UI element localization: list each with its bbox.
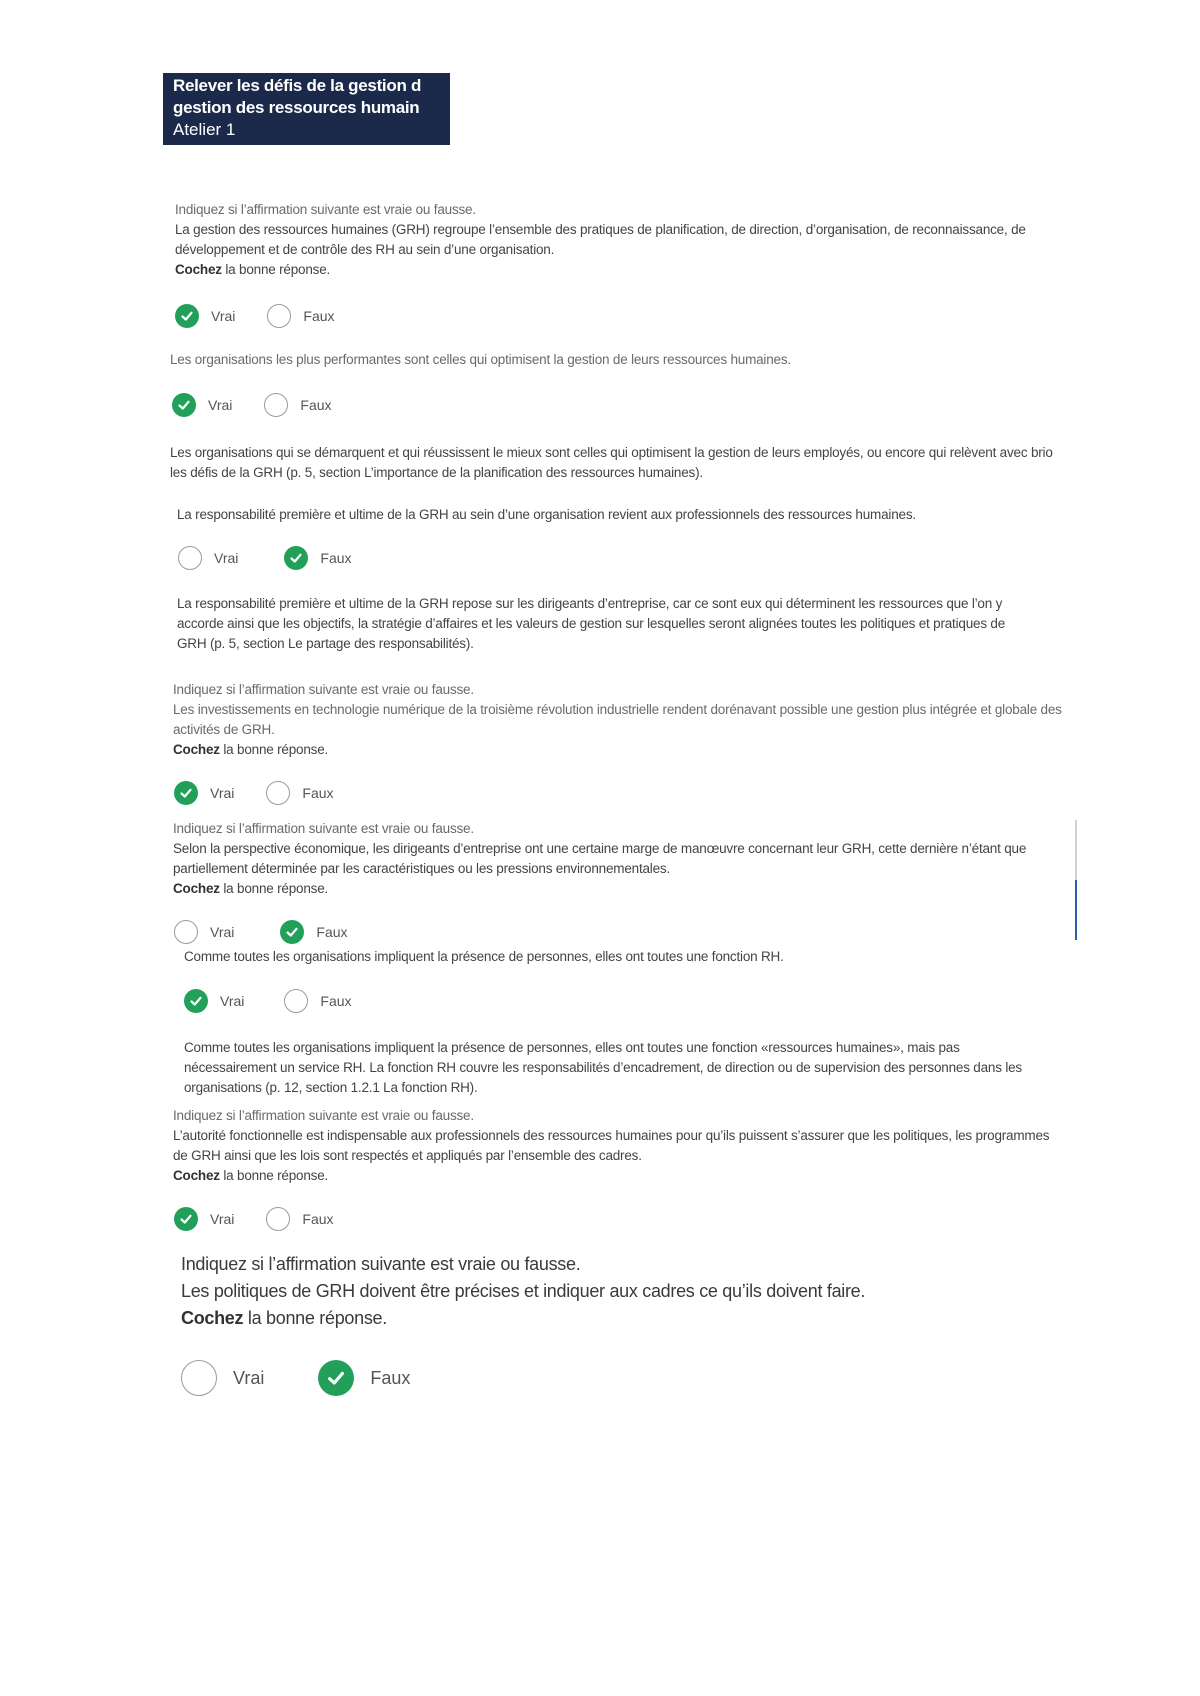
instruction-rest: la bonne réponse. [219,881,329,896]
checked-radio-icon[interactable] [172,393,196,417]
option-faux[interactable] [284,546,351,570]
question-4-statement: Les investissements en technologie numérique de la troisième révolution industrielle rendent dorénavant possible une gestion plus intégrée et globale des activités de GRH. [173,702,1062,737]
checked-radio-icon[interactable] [174,1207,198,1231]
header-title-line1: Relever les défis de la gestion d [173,76,422,95]
instruction-rest: la bonne réponse. [243,1308,387,1328]
option-faux[interactable] [266,1207,333,1231]
question-3-explanation [177,594,1037,654]
scrollbar[interactable] [1075,820,1077,940]
checked-radio-icon[interactable] [174,781,198,805]
question-4-intro: Indiquez si l’affirmation suivante est vraie ou fausse. [173,682,474,697]
instruction-bold: Cochez [181,1308,244,1328]
activity-header [163,73,450,145]
question-2-answers [172,393,364,417]
option-label: Faux [316,924,348,940]
instruction-bold: Cochez [173,742,220,757]
question-8-intro: Indiquez si l’affirmation suivante est vraie ou fausse. [181,1254,581,1274]
question-6-explanation [184,1038,1054,1098]
radio-icon[interactable] [174,920,198,944]
option-vrai[interactable] [178,546,238,570]
instruction-bold: Cochez [173,881,220,896]
instruction-rest: la bonne réponse. [219,1168,329,1183]
option-label: Faux [302,1211,334,1227]
question-5-instruction [173,879,1063,899]
option-faux[interactable] [264,393,331,417]
question-7-statement: L’autorité fonctionnelle est indispensable aux professionnels des ressources humaines pour qu’ils puissent s’assurer que les politiques, les programmes de GRH ainsi que les lois sont respectés et appliqués par l’ensemble des cadres. [173,1128,1050,1163]
question-7-intro: Indiquez si l’affirmation suivante est vraie ou fausse. [173,1108,474,1123]
question-1-statement: La gestion des ressources humaines (GRH) regroupe l’ensemble des pratiques de planification, de direction, d’organisation, de reconnaissance, de développement et de contrôle des RH au sein d’une organisation. [175,222,1026,257]
question-3-answers [178,546,384,570]
radio-icon[interactable] [181,1360,217,1396]
option-label: Faux [320,993,352,1009]
option-vrai[interactable] [174,1207,234,1231]
question-3 [177,505,1057,525]
instruction-rest: la bonne réponse. [221,262,331,277]
option-label: Vrai [210,924,235,940]
option-label: Vrai [214,550,239,566]
option-vrai[interactable] [175,304,235,328]
question-1-answers [175,304,367,328]
option-label: Faux [320,550,352,566]
option-vrai[interactable] [174,781,234,805]
question-5-answers [174,920,380,944]
option-faux[interactable] [280,920,347,944]
option-label: Vrai [208,397,233,413]
question-4 [173,680,1068,760]
option-faux[interactable] [318,1360,410,1396]
question-8-instruction [181,1305,1061,1332]
option-faux[interactable] [284,989,351,1013]
question-1-instruction [175,260,1065,280]
header-title-line2: gestion des ressources humain [173,98,420,117]
checked-radio-icon[interactable] [318,1360,354,1396]
question-6-statement: Comme toutes les organisations impliquent la présence de personnes, elles ont toutes une fonction RH. [184,949,784,964]
question-8-statement: Les politiques de GRH doivent être précises et indiquer aux cadres ce qu’ils doivent faire. [181,1281,866,1301]
question-4-answers [174,781,366,805]
option-faux[interactable] [266,781,333,805]
option-label: Vrai [211,308,236,324]
explanation-text: La responsabilité première et ultime de la GRH repose sur les dirigeants d’entreprise, car ce sont eux qui déterminent les ressources que l’on y accorde ainsi que les objectifs, la stratégie d’affaires et les valeurs de gestion sur lesquelles seront alignées toutes les politiques et pratiques de GRH (p. 5, section Le partage des responsabilités). [177,596,1006,651]
radio-icon[interactable] [264,393,288,417]
question-4-instruction [173,740,1068,760]
radio-icon[interactable] [284,989,308,1013]
question-3-statement: La responsabilité première et ultime de la GRH au sein d’une organisation revient aux professionnels des ressources humaines. [177,507,916,522]
option-label: Faux [300,397,332,413]
question-2 [170,350,1060,370]
option-vrai[interactable] [184,989,244,1013]
radio-icon[interactable] [178,546,202,570]
option-faux[interactable] [267,304,334,328]
question-7-instruction [173,1166,1053,1186]
header-subtitle: Atelier 1 [173,120,236,139]
question-1 [175,200,1065,280]
question-8-answers [181,1360,464,1396]
option-label: Faux [303,308,335,324]
checked-radio-icon[interactable] [175,304,199,328]
question-5 [173,819,1063,899]
option-label: Vrai [210,1211,235,1227]
radio-icon[interactable] [266,1207,290,1231]
scrollbar-thumb[interactable] [1075,880,1077,940]
explanation-text: Les organisations qui se démarquent et qui réussissent le mieux sont celles qui optimisent la gestion de leurs employés, ou encore qui relèvent avec brio les défis de la GRH (p. 5, section L’importance de la planification des ressources humaines). [170,445,1053,480]
checked-radio-icon[interactable] [184,989,208,1013]
question-7 [173,1106,1053,1186]
option-label: Vrai [210,785,235,801]
instruction-rest: la bonne réponse. [219,742,329,757]
radio-icon[interactable] [267,304,291,328]
option-vrai[interactable] [172,393,232,417]
checked-radio-icon[interactable] [284,546,308,570]
option-label: Faux [302,785,334,801]
radio-icon[interactable] [266,781,290,805]
option-label: Faux [370,1367,411,1388]
option-label: Vrai [233,1367,265,1388]
checked-radio-icon[interactable] [280,920,304,944]
question-5-statement: Selon la perspective économique, les dirigeants d’entreprise ont une certaine marge de manœuvre concernant leur GRH, cette dernière n’étant que partiellement déterminée par les caractéristiques ou les pressions environnementales. [173,841,1027,876]
question-2-explanation [170,443,1060,483]
question-1-intro: Indiquez si l’affirmation suivante est vraie ou fausse. [175,202,476,217]
question-5-intro: Indiquez si l’affirmation suivante est vraie ou fausse. [173,821,474,836]
instruction-bold: Cochez [173,1168,220,1183]
question-2-statement: Les organisations les plus performantes sont celles qui optimisent la gestion de leurs ressources humaines. [170,352,791,367]
option-label: Vrai [220,993,245,1009]
question-7-answers [174,1207,366,1231]
instruction-bold: Cochez [175,262,222,277]
option-vrai[interactable] [181,1360,264,1396]
option-vrai[interactable] [174,920,234,944]
question-8 [181,1251,1061,1332]
question-6 [184,947,1054,967]
question-6-answers [184,989,384,1013]
explanation-text: Comme toutes les organisations impliquent la présence de personnes, elles ont toutes une fonction «ressources humaines», mais pas nécessairement un service RH. La fonction RH couvre les responsabilités d’encadrement, de direction ou de supervision des personnes dans les organisations (p. 12, section 1.2.1 La fonction RH). [184,1040,1022,1095]
